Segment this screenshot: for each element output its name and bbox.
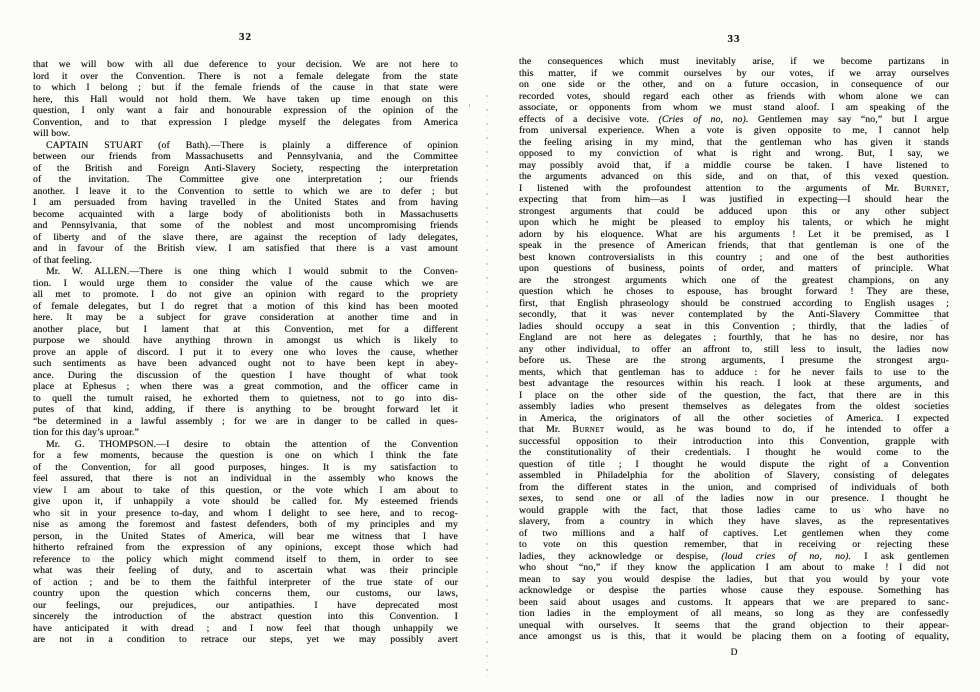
italic-aside: (Cries of no, no). [658,113,749,125]
paragraph [33,140,458,267]
text-line: will bow. [33,128,71,139]
page-left-text [33,59,458,646]
text-line: CAPTAIN STUART (of Bath).—There is plainly a difference of opinion [46,139,458,151]
text-line: have anticipated it with dread ; and I now feel that though unhappily we [33,622,458,634]
text-line: I am persuaded from having travelled in the United States and from having [33,197,458,208]
text-line: effects of a decisive vote. (Cries of no, no). Gentlemen may say “no,” but I argue [519,113,949,125]
text-line: associate, or opponents from whom we must stand aloof. I am speaking of the [519,102,949,113]
text-line: view I am about to take of this question, or the vote which I am about to [33,484,458,496]
text-line: “be determined in a lawful assembly ; for we are in danger to be called in ques- [33,415,458,427]
text-line: the consequences which must inevitably arise, if we become partizans in [519,56,949,67]
text-line: assembled in Philadelphia for the abolition of Slavery, consisting of delegates [519,470,949,481]
text-line: may possibly avoid that, if a middle course be taken. I have listened to [519,159,949,171]
text-line: prove an apple of discord. I put it to every one who loves the cause, whether [33,346,458,358]
text-line: ladies should occupy a seat in this Convention ; thirdly, that the ladies of [519,320,949,332]
text-line: lord it over the Convention. There is not a female delegate from the state [33,70,458,82]
text-line: give upon it, if unhappily a vote should be called for. My esteemed friends [33,496,458,507]
text-line: adorn by his eloquence. What are his arguments ! Let it be premised, as I [519,228,949,240]
text-line: question, I only want a fair and honourable expression of the opinion of the [33,105,458,116]
text-line: all met to promote. I do not give an opinion with regard to the propriety [33,289,458,300]
text-line: to quell the tumult raised, he exhorted them to quietness, not to go into dis- [33,392,458,404]
smallcaps-name: Burnet [572,424,605,435]
paragraph [33,439,458,646]
text-line: recorded votes, should regard each other as friends with whom alone we can [519,90,949,102]
text-line: secondly, that it was never contemplated by the Anti-Slavery Committee that [519,309,949,320]
text-line: and Pennsylvania, that some of the noblest and most uncompromising friends [33,220,458,231]
text-line: Mr. W. ALLEN.—There is one thing which I would submit to the Conven- [46,266,458,277]
text-line: first, that English phraseology should be construed according to English usages ; [519,297,949,309]
text-line: place at Ephesus ; when there was a great commotion, and the officer came in [33,381,458,392]
text-line: ance amongst us is this, that it would be placing them on a footing of equality, [519,631,949,642]
page-number-left: 32 [239,31,252,43]
italic-aside: (loud cries of no, no). [721,550,852,562]
text-line: sexes, to send one or all of the ladies now in our presence. I thought he [519,493,949,504]
text-line: Mr. G. THOMPSON.—I desire to obtain the attention of the Convention [46,438,458,450]
text-line: such sentiments as have been advanced ought not to have been kept in abey- [33,358,458,369]
text-line: been said about usages and customs. It appears that we are prepared to sanc- [519,596,949,608]
text-line: any other individual, to offer an affront to, still less to insult, the ladies now [519,343,949,355]
text-line: strongest arguments that could be adduced upon this or any other subject [519,205,949,217]
text-line: on one side or the other, and on a future occasion, in consequence of our [519,79,949,90]
text-line: and in favour of the British view. I am satisfied that there is a vast amount [33,243,458,254]
text-line: of the invitation. The Committee give one interpretation ; our friends [33,174,458,185]
text-line: question of title ; I thought he would dispute the right of a Convention [519,458,949,470]
page-right-text [519,56,949,643]
signature-mark: D [730,647,738,658]
text-line: this matter, if we commit ourselves by our votes, if we array ourselves [519,67,949,79]
text-line: who sit in your presence to-day, and whom I delight to see here, and to recog- [33,507,458,519]
page-left [33,31,458,646]
scan-speck [469,104,470,107]
text-line: are the strongest arguments which one of the greatest champions, on any [519,274,949,286]
text-line: here. It may be a subject for grave consideration at another time and in [33,312,458,323]
text-line: the arguments advanced on this side, and on that, of this vexed question. [519,171,949,182]
text-line: nise as among the foremost and fastest defenders, both of my principles and my [33,519,458,530]
text-line: of liberty and of the slave there, are against the reception of lady delegates, [33,231,458,243]
text-line: best advantage the resources within his reach. I look at these arguments, and [519,378,949,389]
text-line: are not in a condition to retrace our steps, yet we may possibly avert [33,634,458,645]
text-line: ladies, they acknowledge or despise, (loud cries of no, no). I ask gentlemen [519,550,949,562]
paragraph [33,266,458,439]
text-line: of the British and Foreign Anti-Slavery Society, respecting the interpretation [33,162,458,174]
text-line: to vote on this question remember, that in receiving or rejecting these [519,539,949,550]
text-line: speak in the presence of American friends, that that gentleman is one of the [519,240,949,251]
text-line: our feelings, our prejudices, our antipathies. I have deprecated most [33,599,458,611]
text-line: successful opposition to their introduction into this Convention, grapple with [519,435,949,447]
text-line: between our friends from Massachusetts and Pennsylvania, and the Committee [33,151,458,162]
text-line: expecting that from him—as I was justified in expecting—I should hear the [519,194,949,205]
text-line: mean to say you would despise the ladies, but that you would by your vote [519,573,949,585]
text-line: I place on the other side of the question, the fact, that there are in this [519,389,949,401]
paragraph [519,56,949,643]
text-line: for a few moments, because the question is one on which I think the fate [33,450,458,461]
text-line: the feeling arising in my mind, that the gentleman who has given it stands [519,136,949,148]
text-line: tion. I would urge them to consider the value of the cause which we are [33,277,458,289]
text-line: country upon the question which concerns them, our customs, our laws, [33,588,458,599]
text-line: another place, but I lament that at this Convention, met for a different [33,323,458,335]
text-line: of that feeling. [33,254,92,266]
text-line: to which I belong ; but if the female friends of the cause in that state were [33,82,458,93]
page-right [519,33,949,658]
text-line: of the Convention, for all good purposes, hinges. It is my satisfaction to [33,461,458,473]
text-line: Convention, and to that expression I pledge myself the delegates from America [33,116,458,128]
text-line: the constitutionality of their credentials. I thought he would come to the [519,447,949,458]
text-line: upon questions of business, points of order, and matters of principle. What [519,263,949,274]
text-line: of two millions and a half of captives. Let gentlemen when they come [519,527,949,539]
text-line: person, in the United States of America, will bear me witness that I have [33,530,458,542]
text-line: ance. During the discussion of the question I have thought of what took [33,369,458,381]
text-line: upon which he might be pleased to employ his talents, or which he might [519,217,949,228]
text-line: England are not here as delegates ; fourthly, that he has no desire, nor has [519,332,949,343]
text-line: purpose we should have anything thrown in amongst us which is likely to [33,335,458,346]
text-line: ments, which that gentleman has to adduce : for he never fails to use to the [519,366,949,378]
text-line: from universal experience. When a vote is given opposite to me, I cannot help [519,125,949,136]
text-line: unequal with ourselves. It seems that the grand objection to their appear- [519,619,949,631]
text-line: question which he choses to espouse, has brought forward ! They are these, [519,286,949,297]
text-line: before us. These are the strong arguments, I presume the strongest argu- [519,355,949,366]
text-line: acknowledge or despise the parties whose cause they espouse. Something has [519,585,949,596]
text-line: best known controversialists in this country ; and one of the best authorities [519,251,949,263]
text-line: in America, the originators of all the other societies of America. I expected [519,412,949,424]
text-line: slavery, from a country in which they have slaves, as the representatives [519,516,949,527]
text-line: would grapple with the fact, that those ladies came to us who have no [519,504,949,516]
text-line: of action ; and be to them the faithful interpreter of the true state of our [33,576,458,588]
speaker-name: CAPTAIN STUART [46,139,143,151]
text-line: here, this Hall would not hold them. We have taken up time enough on this [33,93,458,105]
page-number-right: 33 [727,33,741,45]
text-line: opposed to my conviction of what is right and wrong. But, I say, we [519,148,949,159]
text-line: who shout “no,” if they know the application I am about to make ! I did not [519,562,949,573]
text-line: I listened with the profoundest attention to the arguments of Mr. Burnet, [519,182,949,194]
gutter-speckle-line [486,95,488,680]
text-line: reference to the policy which might commend itself to them, in order to see [33,553,458,565]
text-line: assembly ladies who present themselves as delegates from the oldest societies [519,401,949,412]
text-line: what was their feeling of duty, and to ascertain what was their principle [33,565,458,576]
text-line: hitherto refrained from the expression of any opinions, except those which had [33,542,458,553]
text-line: another. I leave it to the Convention to settle to which we are to defer ; but [33,185,458,197]
smallcaps-name: Burnet [914,182,947,194]
text-line: that Mr. Burnet would, as he was bound to do, if he intended to offer a [519,424,949,435]
text-line: become acquainted with a large body of abolitionists both in Massachusetts [33,208,458,220]
text-line: tion for this day’s uproar.” [33,427,139,438]
text-line: of female delegates, but I do regret that a motion of this kind has been mooted [33,300,458,312]
text-line: tion ladies in the employment of all means, so long as they are confessedly [519,608,949,619]
text-line: from the different states in the union, and comprised of individuals of both [519,481,949,493]
text-line: feel assured, that there is not an individual in the assembly who knows the [33,473,458,484]
text-line: putes of that kind, adding, if there is anything to be brought forward let it [33,404,458,415]
paragraph [33,59,458,140]
text-line: sincerely the introduction of the abstract question into this Convention. I [33,611,458,622]
text-line: that we will bow with all due deference to your decision. We are not here to [33,59,458,70]
